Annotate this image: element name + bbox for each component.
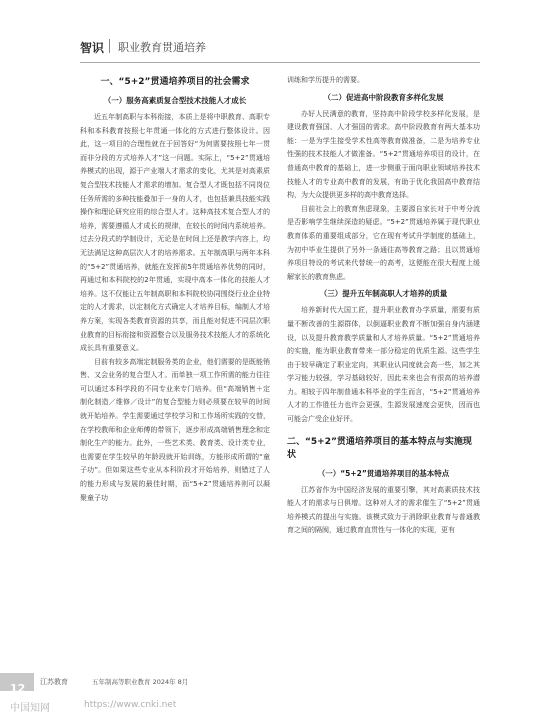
subheading-2: （二）促进高中阶段教育多样化发展 [323,92,444,102]
section-heading-1: 一、“5+2”贯通培养项目的社会需求 [100,77,250,87]
paragraph: 江苏省作为中国经济发展的重要引擎，其对高素质技术技能人才的需求与日俱增。这种对人才的需求催生了“5+2”贯通培养模式的提出与实施。该模式致力于消除职业教育与普通教育之间的隔阂，通过教育直贯性与一体化的实现，更有 [287,485,480,535]
subheading-3: （三）提升五年制高职人才培养的质量 [319,289,448,299]
page-footer [0,665,551,717]
paragraph: 目前有较多高端定制服务类的企业，他们需要的是既能销售、又会业务的复合型人才。而单独一项工作所需的能力往往可以通过本科学段的不同专业来专门培养。但“高端销售＋定制化制造／维修／设计”的复合型能力则必须要在较早的时间就开始培养。学生需要通过学校学习和工作场所实践的交替，在学校教师和企业师傅的带领下，逐步形成高端销售理念和定制化生产的能力。此外，一些艺术类、教育类、设计类专业，也需要在学生较早的年龄段就开始训练，方能形成所谓的“童子功”。但如果这些专业从本科阶段才开始培养，则错过了人的能力形成与发展的最佳时期，而“5+2”贯通培养则可以凝聚童子功 [80,357,270,502]
paragraph: 近五年制高职与本科衔接，本质上是将中职教育、高职专科和本科教育按照七年贯通一体化的方式进行整体设计。因此，这一项目的合理性就在于回答好“为何需要按照七年一贯而非分段的方式培养人才”这一问题。实际上，“5+2”贯通培养模式的出现，源于产业端人才需求的变化，尤其是对高素质复合型技术技能人才需求的增加。复合型人才既包括不同岗位任务所需的多种技能叠加于一身的人才，也包括兼具技能实践操作和理论研究应用的综合型人才。这种高技术复合型人才的培养，需要遵循人才成长的规律，在较长的时间内系统培养。过去分段式的学制设计，无论是在时间上还是教学内容上，均无法满足这种高层次人才的培养需求。五年制高职与两年本科的“5+2”贯通培养，就能在发挥前5年贯通培养优势的同时，再通过和本科院校的2年贯通，实现中高本一体化的技能人才培养。这不仅能让五年制高职和本科院校协同围绕行业企业特定的人才需求，以定制化方式确定人才培养目标，编制人才培养方案，实现各类教育资源的共享，而且能对促进不同层次职业教育的目标衔接和资源整合以及服务技术技能人才的系统化成长具有重要意义。 [80,113,270,353]
paragraph: 训练和学历提升的需要。 [287,76,364,84]
header-divider [109,39,110,53]
journal-name: 江苏教育 [40,678,68,686]
subheading-1: （一）服务高素质复合型技术技能人才成长 [103,96,247,105]
paragraph: 培养新时代大国工匠，提升职业教育办学质量，需要有质量不断改善的生源群体，以倒逼职业教育不断加强自身内涵建设，以及提升教育教学质量和人才培养质量。“5+2”贯通培养的实施，能为职业教育带来一部分稳定的优质生源。这些学生由于较早确定了职业定向，其职业认同度就会高一些，加之其学习能力较强，学习基础较好，因此未来也会有很高的培养潜力。相较于四年制普通本科毕业的学生而言，“5+2”贯通培养人才的工作胜任力也许会更强，生源发展速度会更快，因而也可能会广受企业好评。 [287,306,480,424]
section-heading-2: 二、“5+2”贯通培养项目的基本特点与实施现状 [287,436,472,460]
page-header [0,0,551,64]
cnki-watermark: 中国知网 [10,703,50,714]
paragraph: 办好人民满意的教育，坚持高中阶段学校多样化发展，是建设教育强国、人才强国的需求。高中阶段教育有两大基本功能：一是为学生接受学术性高等教育做准备，二是为培养专业性强的技术技能人才做准备。“5+2”贯通培养项目的设计，在普通高中教育的基础上，进一步侧重于面向职业领域培养技术技能人才的专业高中教育的发展，有助于优化我国高中教育结构，为大众提供更多样的高中教育选择。 [287,109,480,200]
column-title: 职业教育贯通培养 [118,41,206,54]
page-number-box [0,673,34,695]
page-number: 12 [10,682,26,695]
right-column [287,74,480,538]
cnki-url: https://www.cnki.net [84,700,177,710]
paragraph: 目前社会上的教育焦虑现象，主要源自家长对于中考分流是否影响学生继续深造的疑虑。“5+2”贯通培养属于现代职业教育体系的重要组成部分，它在现有考试升学制度的基础上，为初中毕业生提供了另外一条通往高等教育之路；且以贯通培养项目特设的考试来代替统一的高考，这便能在很大程度上缓解家长的教育焦虑。 [287,204,480,281]
issue-info: 五年制高等职业教育 2024年 8月 [92,678,189,686]
left-column [80,74,270,505]
section-label: 智识 [80,41,105,55]
header-rule [80,62,480,63]
subheading-4: （一）“5+2”贯通培养项目的基本特点 [317,468,450,478]
